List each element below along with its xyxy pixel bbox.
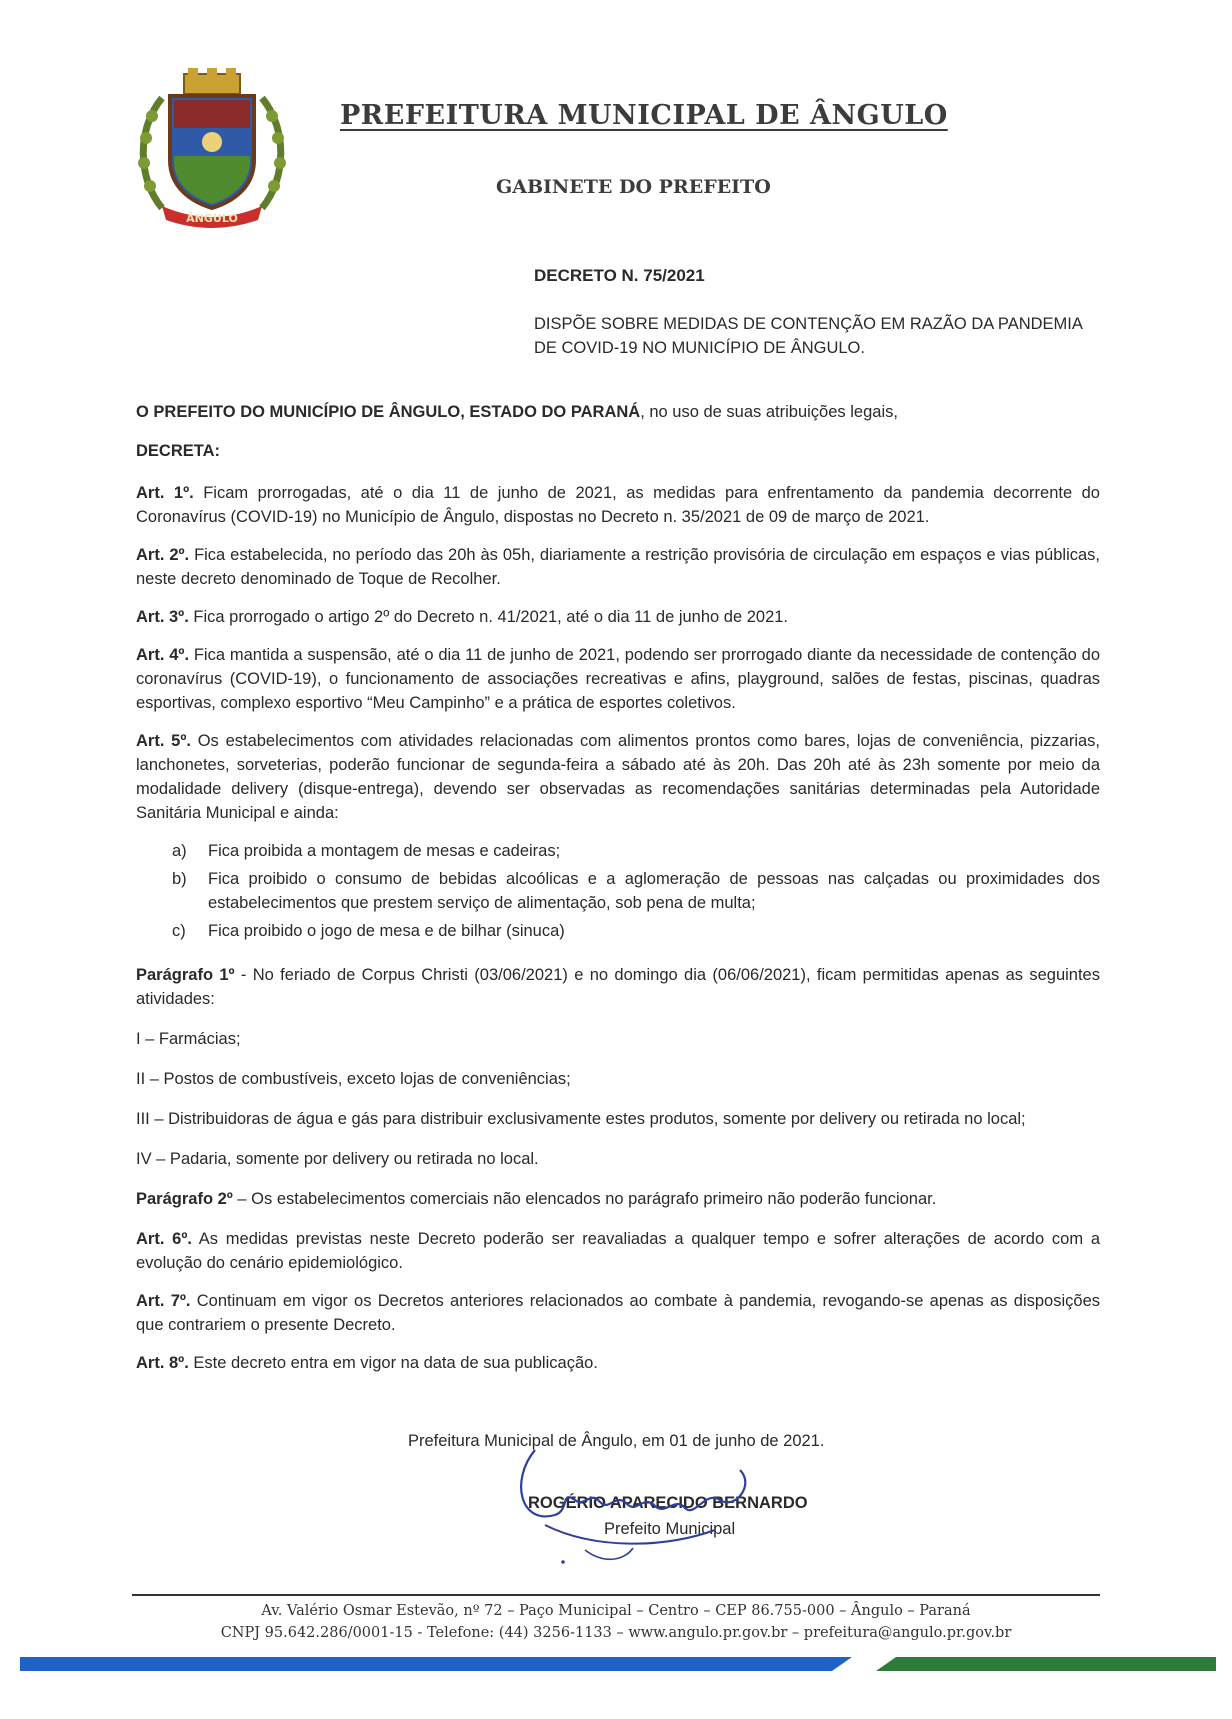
article-3 — [136, 605, 1100, 629]
article-6 — [136, 1227, 1100, 1275]
page-subtitle: GABINETE DO PREFEITO — [496, 176, 771, 198]
article-text: Os estabelecimentos com atividades relacionadas com alimentos prontos como bares, lojas de conveniência, pizzarias, lanchonetes, sorveterias, poderão funcionar de segunda-feira a sábado até às 20h. Das 20h até às 23h somente por meio da modalidade delivery (disque-entrega), devendo ser observadas as recomendações sanitárias determinadas pela Autoridade Sanitária Municipal e ainda: — [136, 732, 1100, 822]
list-item-label: b) — [172, 870, 187, 888]
article-8 — [136, 1351, 1100, 1375]
decree-number: DECRETO N. 75/2021 — [534, 266, 705, 285]
preamble — [136, 400, 1100, 424]
article-text: Fica estabelecida, no período das 20h às 05h, diariamente a restrição provisória de circulação em espaços e vias públicas, neste decreto denominado de Toque de Recolher. — [136, 546, 1100, 588]
activity-item: IV – Padaria, somente por delivery ou retirada no local. — [136, 1150, 539, 1168]
activity-item: II – Postos de combustíveis, exceto lojas de conveniências; — [136, 1070, 571, 1088]
paragrafo-label: Parágrafo 2º — [136, 1190, 233, 1208]
article-4 — [136, 643, 1100, 715]
list-item-text: Fica proibido o consumo de bebidas alcoólicas e a aglomeração de pessoas nas calçadas ou proximidades dos estabelecimentos que prestem serviço de alimentação, sob pena de multa; — [208, 870, 1100, 912]
article-label: Art. 2º. — [136, 546, 190, 564]
article-5 — [136, 729, 1100, 825]
paragrafo-label: Parágrafo 1º — [136, 966, 235, 984]
decreta-heading: DECRETA: — [136, 442, 221, 460]
article-text: Este decreto entra em vigor na data de sua publicação. — [188, 1354, 598, 1372]
article-text: Fica mantida a suspensão, até o dia 11 de junho de 2021, podendo ser prorrogado diante da necessidade de contenção do coronavírus (COVID-19), o funcionamento de associações recreativas e afins, playground, salões de festas, piscinas, quadras esportivas, complexo esportivo “Meu Campinho” e a prática de esportes coletivos. — [136, 646, 1100, 712]
decree-ementa: DISPÕE SOBRE MEDIDAS DE CONTENÇÃO EM RAZÃO DA PANDEMIA DE COVID-19 NO MUNICÍPIO DE ÂNGULO. — [534, 315, 1082, 357]
list-item-text: Fica proibida a montagem de mesas e cadeiras; — [208, 842, 561, 860]
list-item — [136, 867, 1100, 915]
article-text: As medidas previstas neste Decreto poderão ser reavaliadas a qualquer tempo e sofrer alterações de acordo com a evolução do cenário epidemiológico. — [136, 1230, 1100, 1272]
footer-color-bars — [20, 1655, 1216, 1673]
article-text: Ficam prorrogadas, até o dia 11 de junho de 2021, as medidas para enfrentamento da pandemia decorrente do Coronavírus (COVID-19) no Município de Ângulo, dispostas no Decreto n. 35/2021 de 09 de março de 2021. — [136, 484, 1100, 526]
paragrafo-2 — [136, 1187, 1100, 1211]
handwritten-signature-icon — [515, 1430, 765, 1570]
decree-body — [136, 400, 1100, 1375]
footer-bar-blue — [20, 1657, 852, 1671]
article-2 — [136, 543, 1100, 591]
page-title: PREFEITURA MUNICIPAL DE ÂNGULO — [340, 100, 948, 131]
activity-item: I – Farmácias; — [136, 1030, 241, 1048]
preamble-text: , no uso de suas atribuições legais, — [640, 403, 898, 421]
article-label: Art. 6º. — [136, 1230, 192, 1248]
crest-ribbon-label: ÂNGULO — [186, 212, 238, 225]
article-7 — [136, 1289, 1100, 1337]
footer-divider — [132, 1594, 1100, 1596]
article-label: Art. 1º. — [136, 484, 194, 502]
signature-place-date: Prefeitura Municipal de Ângulo, em 01 de junho de 2021. — [408, 1432, 825, 1450]
list-item — [136, 919, 1100, 943]
list-item-label: c) — [172, 922, 186, 940]
list-item-label: a) — [172, 842, 187, 860]
paragrafo-text: – Os estabelecimentos comerciais não elencados no parágrafo primeiro não poderão funcionar. — [232, 1190, 937, 1208]
footer-contact: CNPJ 95.642.286/0001-15 - Telefone: (44) 3256-1133 – www.angulo.pr.gov.br – prefeitura@angulo.pr.gov.br — [220, 1625, 1012, 1641]
signatory-role: Prefeito Municipal — [604, 1520, 736, 1538]
article-label: Art. 8º. — [136, 1354, 189, 1372]
article-1 — [136, 481, 1100, 529]
paragrafo-1 — [136, 963, 1100, 1011]
footer-bar-green — [876, 1657, 1216, 1671]
municipal-crest-icon — [132, 68, 292, 228]
paragrafo-text: - No feriado de Corpus Christi (03/06/2021) e no domingo dia (06/06/2021), ficam permitidas apenas as seguintes atividades: — [136, 966, 1100, 1008]
article-5-items — [136, 839, 1100, 943]
article-text: Fica prorrogado o artigo 2º do Decreto n. 41/2021, até o dia 11 de junho de 2021. — [188, 608, 789, 626]
article-label: Art. 4º. — [136, 646, 190, 664]
list-item — [136, 839, 1100, 863]
article-text: Continuam em vigor os Decretos anteriores relacionados ao combate à pandemia, revogando-se apenas as disposições que contrariem o presente Decreto. — [136, 1292, 1100, 1334]
article-label: Art. 3º. — [136, 608, 189, 626]
footer-address: Av. Valério Osmar Estevão, nº 72 – Paço Municipal – Centro – CEP 86.755-000 – Ângulo – Paraná — [261, 1603, 971, 1619]
preamble-bold: O PREFEITO DO MUNICÍPIO DE ÂNGULO, ESTADO DO PARANÁ — [136, 403, 641, 421]
article-label: Art. 7º. — [136, 1292, 191, 1310]
signatory-name: ROGÉRIO APARECIDO BERNARDO — [528, 1494, 808, 1512]
list-item-text: Fica proibido o jogo de mesa e de bilhar (sinuca) — [208, 922, 565, 940]
article-label: Art. 5º. — [136, 732, 191, 750]
activity-item: III – Distribuidoras de água e gás para distribuir exclusivamente estes produtos, somente por delivery ou retirada no local; — [136, 1110, 1026, 1128]
